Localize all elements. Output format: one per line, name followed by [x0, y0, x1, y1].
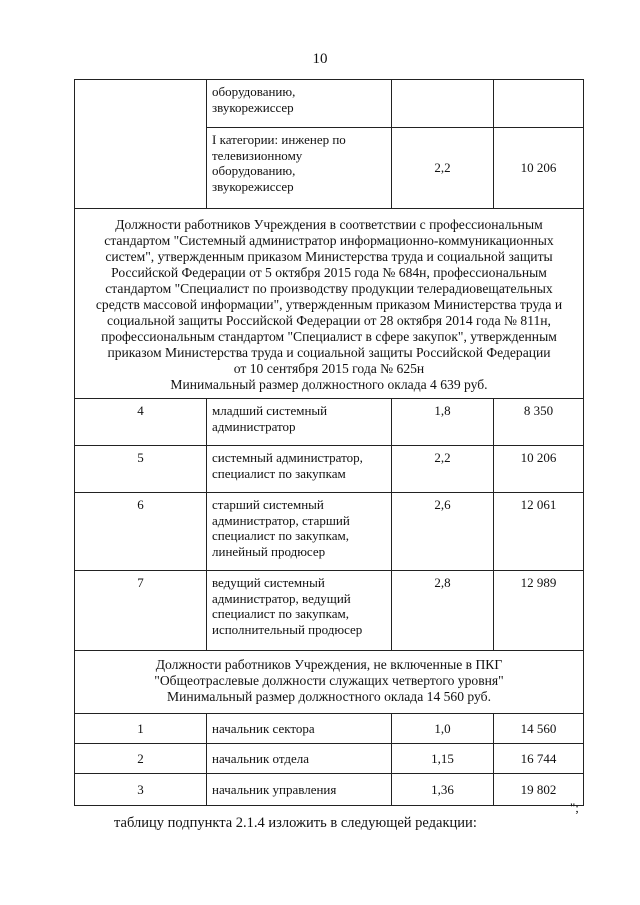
salary-cell: 12 061 [494, 493, 584, 571]
coefficient-cell: 2,6 [392, 493, 494, 571]
salary-cell: 16 744 [494, 744, 584, 774]
position-title: I категории: инженер по телевизионному оборудованию, звукорежиссер [207, 128, 392, 209]
page-number: 10 [312, 51, 328, 67]
position-title: старший системный администратор, старший специалист по закупкам, линейный продюсер [207, 493, 392, 571]
section-header: Должности работников Учреждения в соответствии с профессиональным стандартом "Системный администратор информационно-коммуникационных систем", утвержденным приказом Министерства труда и социальной защиты Российской Федерации от 5 октября 2015 года № 684н, профессиональным стандартом "Специалист по производству продукции телерадиовещательных средств массовой информации", утвержденным приказом Министерства труда и социальной защиты Российской Федерации от 28 октября 2014 года № 811н, профессиональным стандартом "Специалист в сфере закупок", утвержденным приказом Министерства труда и социальной защиты Российской Федерации от 10 сентября 2015 года № 625н Минимальный размер должностного оклада 4 639 руб. [75, 209, 584, 399]
salary-cell: 10 206 [494, 128, 584, 209]
salary-table [74, 79, 584, 806]
closing-paragraph: таблицу подпункта 2.1.4 изложить в следующей редакции: [114, 815, 477, 831]
section-header-row [75, 651, 584, 714]
row-number: 2 [75, 744, 207, 774]
coefficient-cell [392, 80, 494, 128]
position-title: оборудованию, звукорежиссер [207, 80, 392, 128]
coefficient-cell: 2,2 [392, 128, 494, 209]
salary-cell: 14 560 [494, 714, 584, 744]
position-title: системный администратор, специалист по закупкам [207, 446, 392, 493]
position-title: начальник сектора [207, 714, 392, 744]
table-row [75, 714, 584, 744]
table-row [75, 744, 584, 774]
position-title: ведущий системный администратор, ведущий специалист по закупкам, исполнительный продюсер [207, 571, 392, 651]
salary-cell: 10 206 [494, 446, 584, 493]
coefficient-cell: 2,8 [392, 571, 494, 651]
salary-cell: 19 802 [494, 774, 584, 806]
table-row [75, 399, 584, 446]
table-row [75, 80, 584, 128]
coefficient-cell: 1,0 [392, 714, 494, 744]
table-row [75, 774, 584, 806]
salary-cell: 12 989 [494, 571, 584, 651]
section-header-row [75, 209, 584, 399]
position-title: начальник управления [207, 774, 392, 806]
row-number: 1 [75, 714, 207, 744]
salary-cell [494, 80, 584, 128]
merged-number-cell [75, 80, 207, 209]
coefficient-cell: 1,8 [392, 399, 494, 446]
coefficient-cell: 1,15 [392, 744, 494, 774]
position-title: младший системный администратор [207, 399, 392, 446]
table-row [75, 446, 584, 493]
closing-quote: "; [570, 800, 579, 815]
row-number: 5 [75, 446, 207, 493]
position-title: начальник отдела [207, 744, 392, 774]
row-number: 4 [75, 399, 207, 446]
coefficient-cell: 2,2 [392, 446, 494, 493]
section-header: Должности работников Учреждения, не включенные в ПКГ "Общеотраслевые должности служащих четвертого уровня" Минимальный размер должностного оклада 14 560 руб. [75, 651, 584, 714]
table-row [75, 493, 584, 571]
row-number: 3 [75, 774, 207, 806]
table-row [75, 571, 584, 651]
salary-cell: 8 350 [494, 399, 584, 446]
coefficient-cell: 1,36 [392, 774, 494, 806]
row-number: 7 [75, 571, 207, 651]
row-number: 6 [75, 493, 207, 571]
